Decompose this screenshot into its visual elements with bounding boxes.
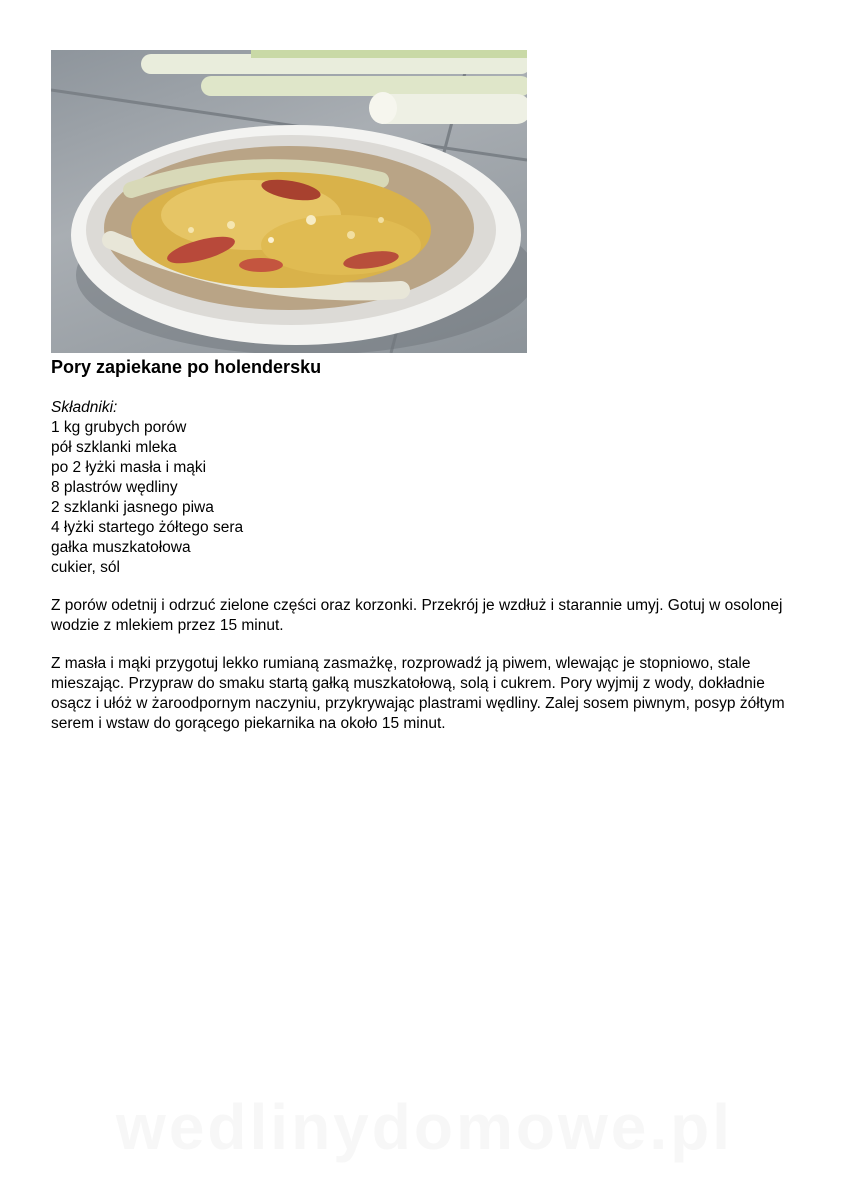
ingredients-label: Składniki:: [51, 399, 118, 416]
ingredient-item: pół szklanki mleka: [51, 439, 177, 456]
ingredient-item: 2 szklanki jasnego piwa: [51, 499, 214, 516]
ingredient-item: po 2 łyżki masła i mąki: [51, 459, 207, 476]
instruction-step-1: Z porów odetnij i odrzuć zielone części oraz korzonki. Przekrój je wzdłuż i starannie umyj. Gotuj w osolonej wodzie z mlekiem przez 15 minut.: [51, 597, 783, 634]
recipe-title: Pory zapiekane po holendersku: [51, 357, 322, 377]
ingredients-section: [51, 398, 243, 578]
ingredient-item: 1 kg grubych porów: [51, 419, 187, 436]
ingredient-item: 8 plastrów wędliny: [51, 479, 178, 496]
ingredient-item: gałka muszkatołowa: [51, 539, 191, 556]
recipe-photo: [51, 50, 527, 353]
instruction-step-2: Z masła i mąki przygotuj lekko rumianą zasmażkę, rozprowadź ją piwem, wlewając je stopniowo, stale mieszając. Przypraw do smaku startą gałką muszkatołową, solą i cukrem. Pory wyjmij z wody, dokładnie osącz i ułóż w żaroodpornym naczyniu, przykrywając plastrami wędliny. Zalej sosem piwnym, posyp żółtym serem i wstaw do gorącego piekarnika na około 15 minut.: [51, 655, 785, 732]
ingredient-item: 4 łyżki startego żółtego sera: [51, 519, 244, 536]
watermark-text: wedlinydomowe.pl: [116, 1091, 733, 1163]
ingredients-list: [51, 418, 243, 578]
baked-leeks-dish-illustration: [51, 50, 527, 353]
ingredient-item: cukier, sól: [51, 559, 120, 576]
